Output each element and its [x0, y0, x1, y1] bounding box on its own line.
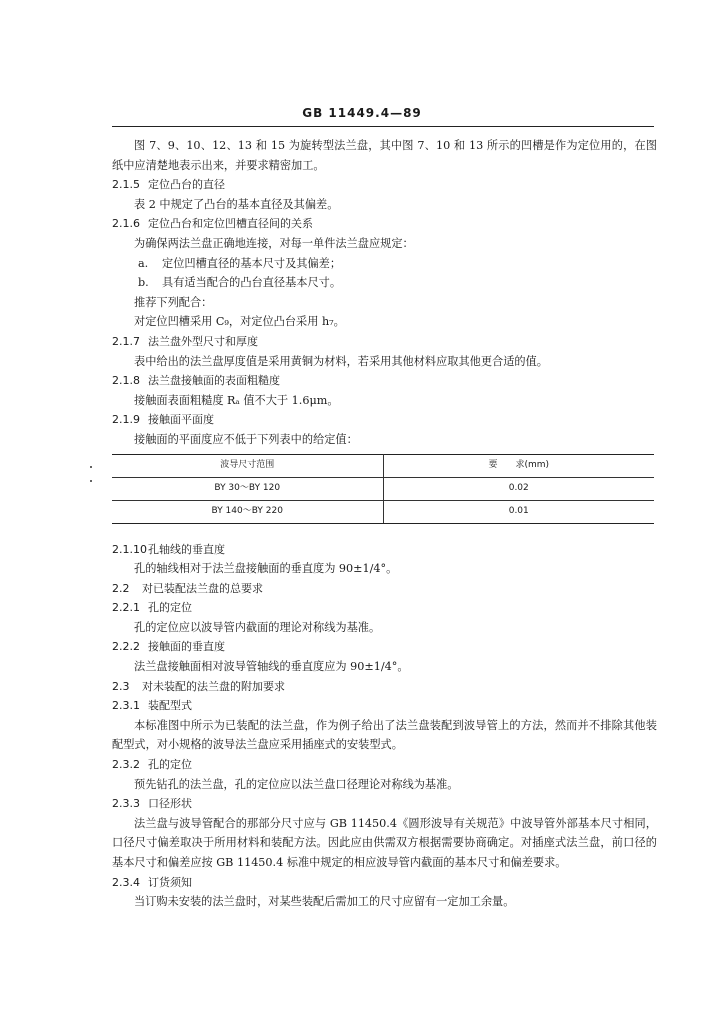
section-2-1-5-heading: 2.1.5 定位凸台的直径: [112, 178, 225, 192]
list-item: b. 具有适当配合的凸台直径基本尺寸。: [138, 276, 342, 290]
section-2-2-1-heading: 2.2.1 孔的定位: [112, 601, 192, 615]
section-2-1-7-text: 表中给出的法兰盘厚度值是采用黄铜为材料，若采用其他材料应取其他更合适的值。: [134, 354, 548, 368]
section-2-1-9-text: 接触面的平面度应不低于下列表中的给定值：: [134, 432, 358, 446]
list-item: a. 定位凹槽直径的基本尺寸及其偏差；: [138, 256, 342, 270]
table-row: [112, 477, 654, 500]
section-2-3-2-text: 预先钻孔的法兰盘，孔的定位应以法兰盘口径理论对称线为基准。: [134, 777, 459, 791]
table-header-range: 波导尺寸范围: [112, 454, 383, 477]
section-2-1-10-heading: 2.1.10孔轴线的垂直度: [112, 542, 225, 556]
table-header-requirement: 要 求(mm): [383, 454, 654, 477]
header-rule: [112, 126, 654, 127]
table-row: [112, 500, 654, 523]
intro-paragraph: 图 7、9、10、12、13 和 15 为旋转型法兰盘，其中图 7、10 和 13 所示的凹槽是作为定位用的，在图纸中应清楚地表示出来，并要求精密加工。: [112, 139, 657, 172]
section-2-1-7-heading: 2.1.7 法兰盘外型尺寸和厚度: [112, 334, 258, 348]
table-cell: 0.01: [383, 500, 654, 523]
section-2-3-4-heading: 2.3.4 订货须知: [112, 875, 192, 889]
recommend-text: 推荐下列配合：: [134, 295, 213, 309]
section-2-2-heading: 2.2 对已装配法兰盘的总要求: [112, 581, 263, 595]
section-2-2-2-heading: 2.2.2 接触面的垂直度: [112, 640, 225, 654]
section-2-1-8-text: 接触面表面粗糙度 Rₐ 值不大于 1.6μm。: [134, 393, 339, 407]
section-2-1-5-text: 表 2 中规定了凸台的基本直径及其偏差。: [134, 197, 339, 211]
section-2-3-1-heading: 2.3.1 装配型式: [112, 699, 192, 713]
section-2-3-4-text: 当订购未安装的法兰盘时，对某些装配后需加工的尺寸应留有一定加工余量。: [134, 895, 515, 909]
section-2-3-3-heading: 2.3.3 口径形状: [112, 797, 192, 811]
section-2-1-9-heading: 2.1.9 接触面平面度: [112, 413, 214, 427]
table-cell: BY 30～BY 120: [112, 477, 383, 500]
fit-text: 对定位凹槽采用 C₉，对定位凸台采用 h₇。: [134, 315, 345, 329]
section-2-2-1-text: 孔的定位应以波导管内截面的理论对称线为基准。: [134, 620, 381, 634]
spacer: [112, 530, 657, 540]
scan-speck: [90, 480, 92, 482]
section-2-3-2-heading: 2.3.2 孔的定位: [112, 758, 192, 772]
section-2-1-8-heading: 2.1.8 法兰盘接触面的表面粗糙度: [112, 374, 280, 388]
section-2-3-1-text: 本标准图中所示为已装配的法兰盘，作为例子给出了法兰盘装配到波导管上的方法，然而并不排除其他装配型式，对小规格的波导法兰盘应采用插座式的安装型式。: [112, 718, 657, 752]
page-header: GB 11449.4—89: [302, 106, 422, 120]
table-cell: BY 140～BY 220: [112, 500, 383, 523]
section-2-1-6-text: 为确保两法兰盘正确地连接，对每一单件法兰盘应规定：: [134, 236, 414, 250]
section-2-2-2-text: 法兰盘接触面相对波导管轴线的垂直度应为 90±1/4°。: [134, 660, 409, 674]
section-2-1-6-heading: 2.1.6 定位凸台和定位凹槽直径间的关系: [112, 217, 313, 231]
flatness-table: [112, 454, 654, 524]
document-body: [112, 136, 657, 912]
table-cell: 0.02: [383, 477, 654, 500]
section-2-3-heading: 2.3 对未装配的法兰盘的附加要求: [112, 679, 285, 693]
section-2-3-3-text: 法兰盘与波导管配合的那部分尺寸应与 GB 11450.4《圆形波导有关规范》中波导管外部基本尺寸相同，口径尺寸偏差取决于所用材料和装配方法。因此应由供需双方根据需要协商确定。对插座式法兰盘，前口径的基本尺寸和偏差应按 GB 11450.4 标准中规定的相应波导管内截面的基本尺寸和偏差要求。: [112, 816, 657, 869]
scan-speck: [90, 466, 92, 468]
section-2-1-10-text: 孔的轴线相对于法兰盘接触面的垂直度为 90±1/4°。: [134, 562, 398, 576]
